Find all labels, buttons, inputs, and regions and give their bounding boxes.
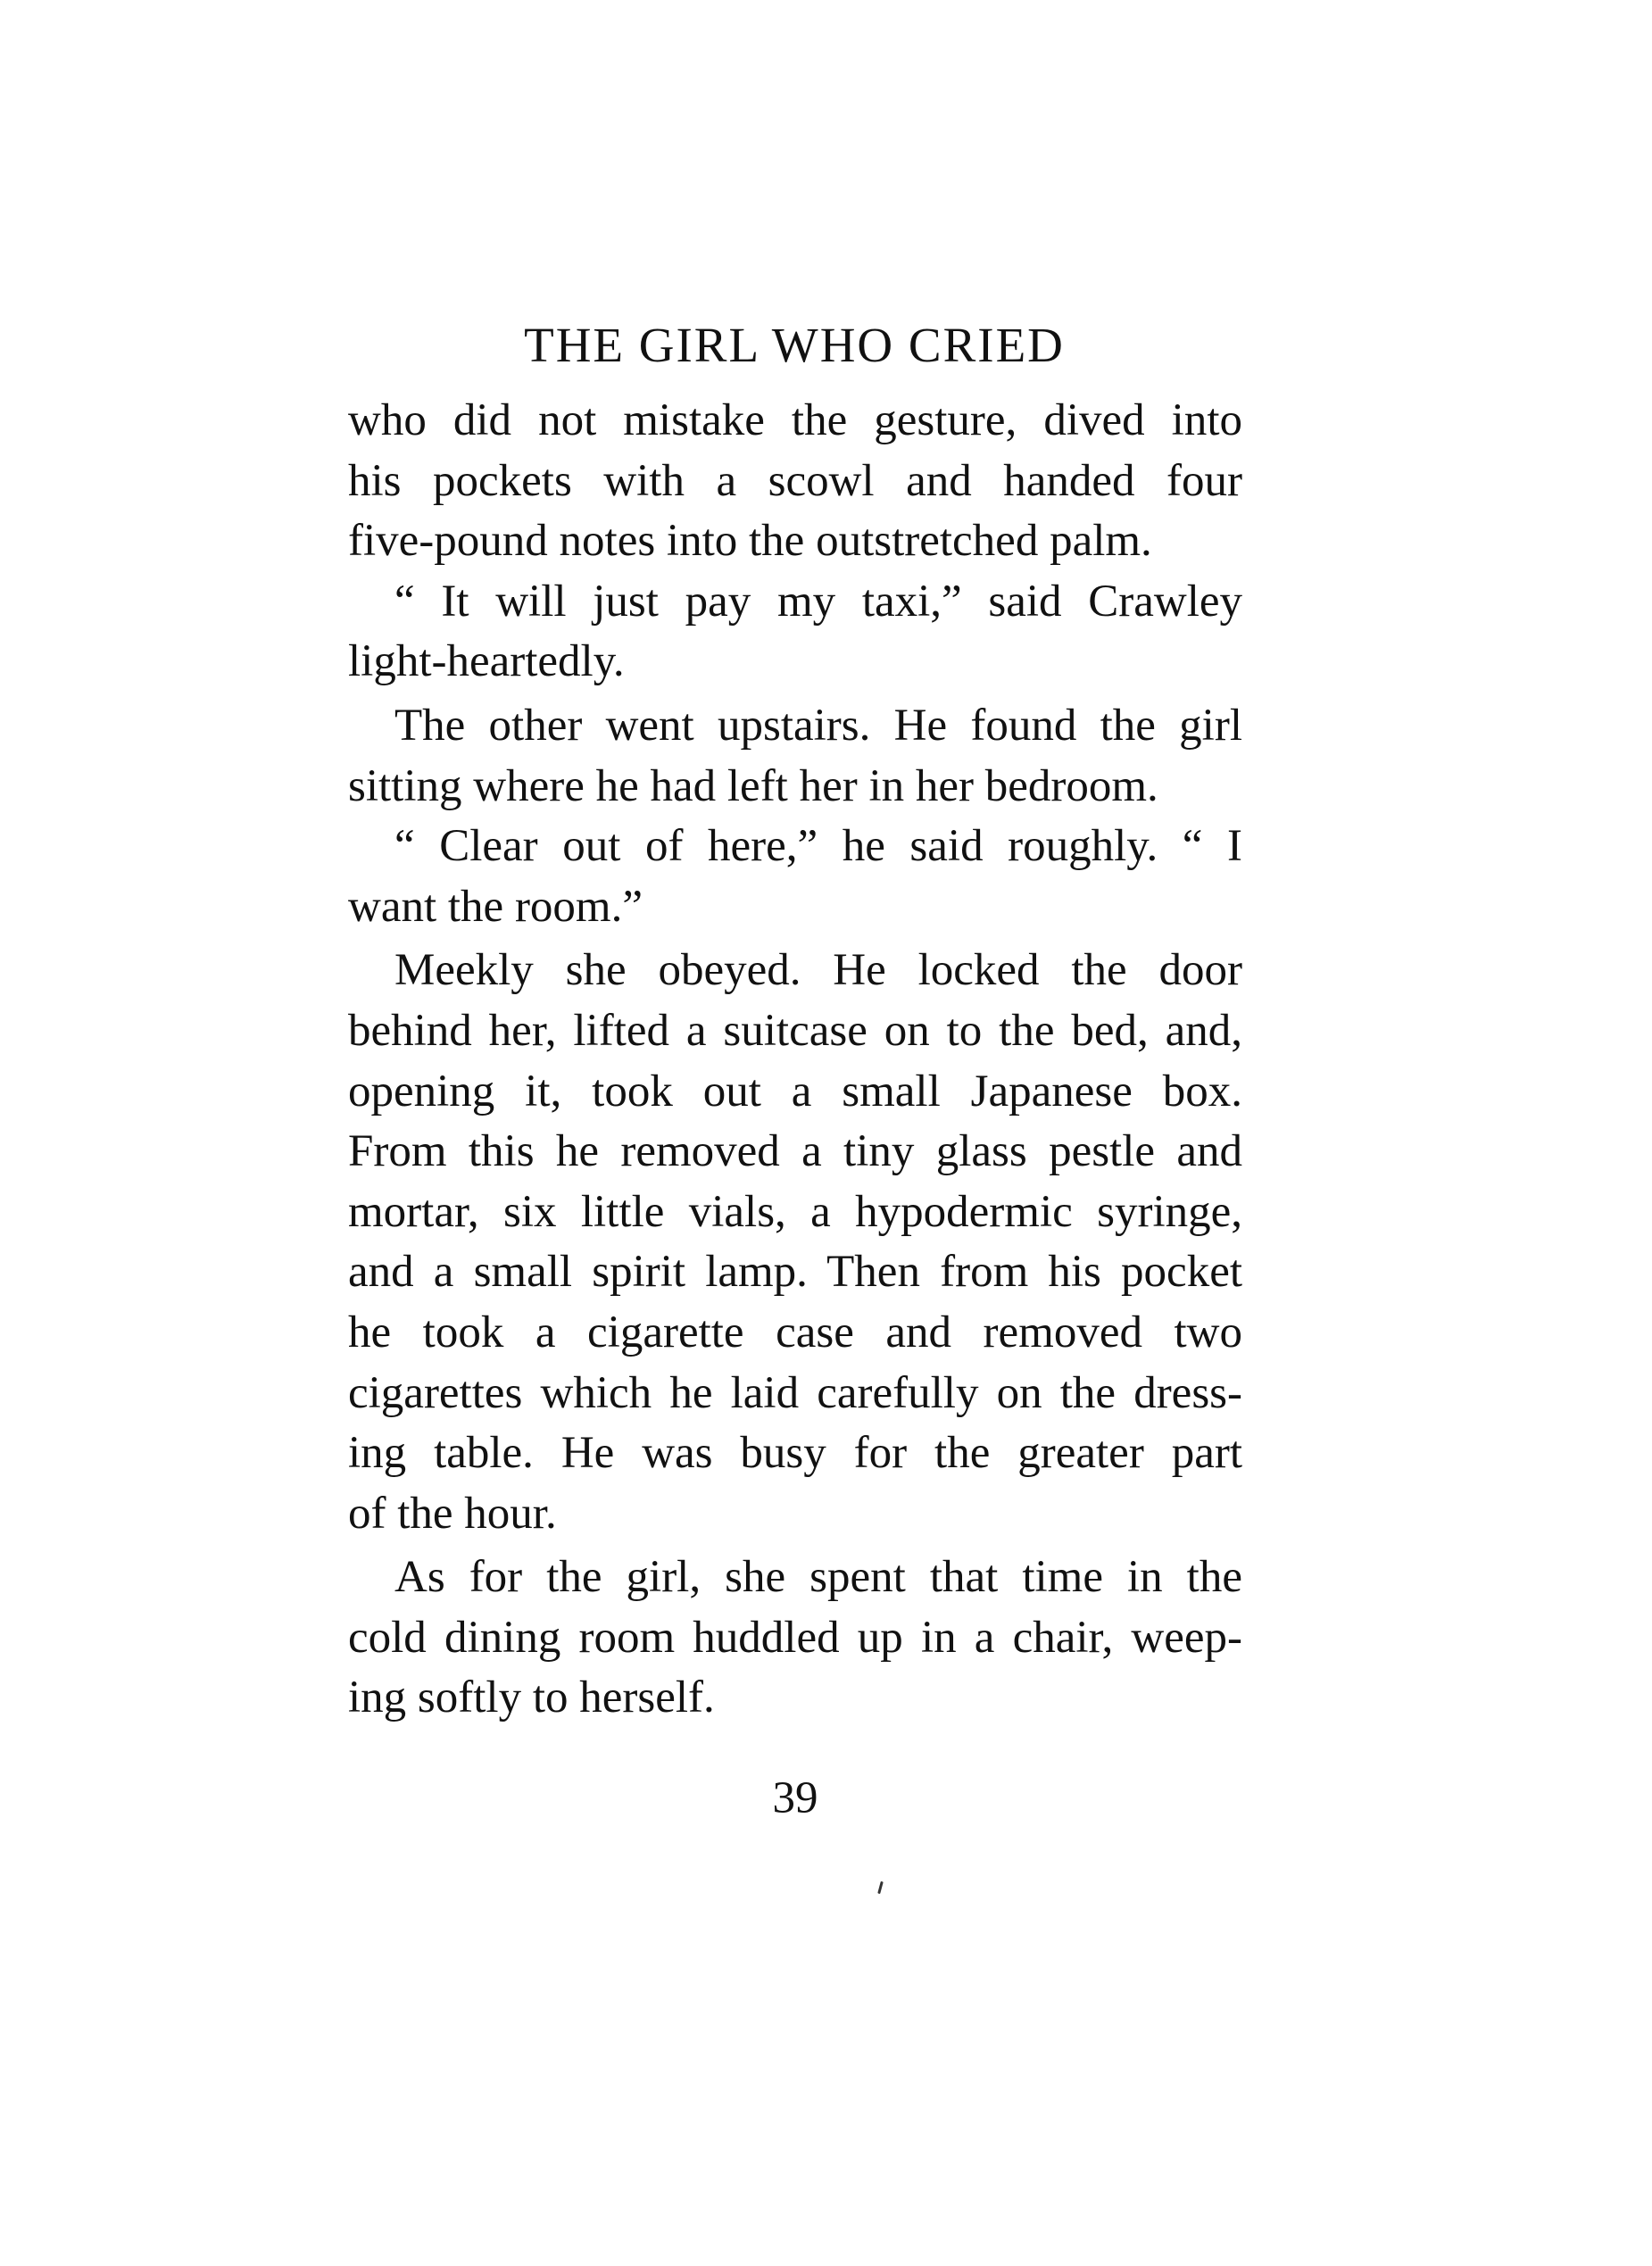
text-line: he took a cigarette case and removed two <box>348 1307 1242 1357</box>
text-line: mortar, six little vials, a hypodermic syringe, <box>348 1186 1242 1237</box>
text-line: behind her, lifted a suitcase on to the bed, and, <box>348 1005 1242 1056</box>
text-line: “ Clear out of here,” he said roughly. “ I <box>394 821 1242 872</box>
paragraph <box>348 1548 1242 1729</box>
text-line: ing table. He was busy for the greater part <box>348 1428 1242 1479</box>
text-line: cold dining room huddled up in a chair, weep- <box>348 1612 1242 1663</box>
text-line: Meekly she obeyed. He locked the door <box>394 945 1242 996</box>
text-line: “ It will just pay my taxi,” said Crawley <box>394 576 1242 627</box>
text-line: of the hour. <box>348 1488 557 1539</box>
paragraph <box>348 941 1242 1544</box>
text-line: ing softly to herself. <box>348 1673 715 1723</box>
text-line: The other went upstairs. He found the girl <box>394 700 1242 751</box>
paragraph <box>348 696 1242 817</box>
page-number: 39 <box>772 1773 818 1823</box>
text-line: light-heartedly. <box>348 636 625 687</box>
text-line: and a small spirit lamp. Then from his pocket <box>348 1247 1242 1298</box>
running-head: THE GIRL WHO CRIED <box>524 318 1065 372</box>
text-line: From this he removed a tiny glass pestle and <box>348 1126 1242 1177</box>
text-line: sitting where he had left her in her bedroom. <box>348 760 1158 811</box>
body-text <box>348 391 1242 1729</box>
text-line: his pockets with a scowl and handed four <box>348 455 1242 506</box>
text-line: As for the girl, she spent that time in the <box>394 1552 1242 1603</box>
text-line: cigarettes which he laid carefully on the dress- <box>348 1367 1242 1418</box>
paragraph <box>348 817 1242 937</box>
text-line: want the room.” <box>348 881 643 932</box>
text-line: five-pound notes into the outstretched palm. <box>348 516 1152 567</box>
text-line: who did not mistake the gesture, dived into <box>348 395 1242 445</box>
scan-speck <box>877 1881 884 1894</box>
text-line: opening it, took out a small Japanese box. <box>348 1066 1242 1116</box>
paragraph <box>348 572 1242 693</box>
paragraph <box>348 391 1242 572</box>
